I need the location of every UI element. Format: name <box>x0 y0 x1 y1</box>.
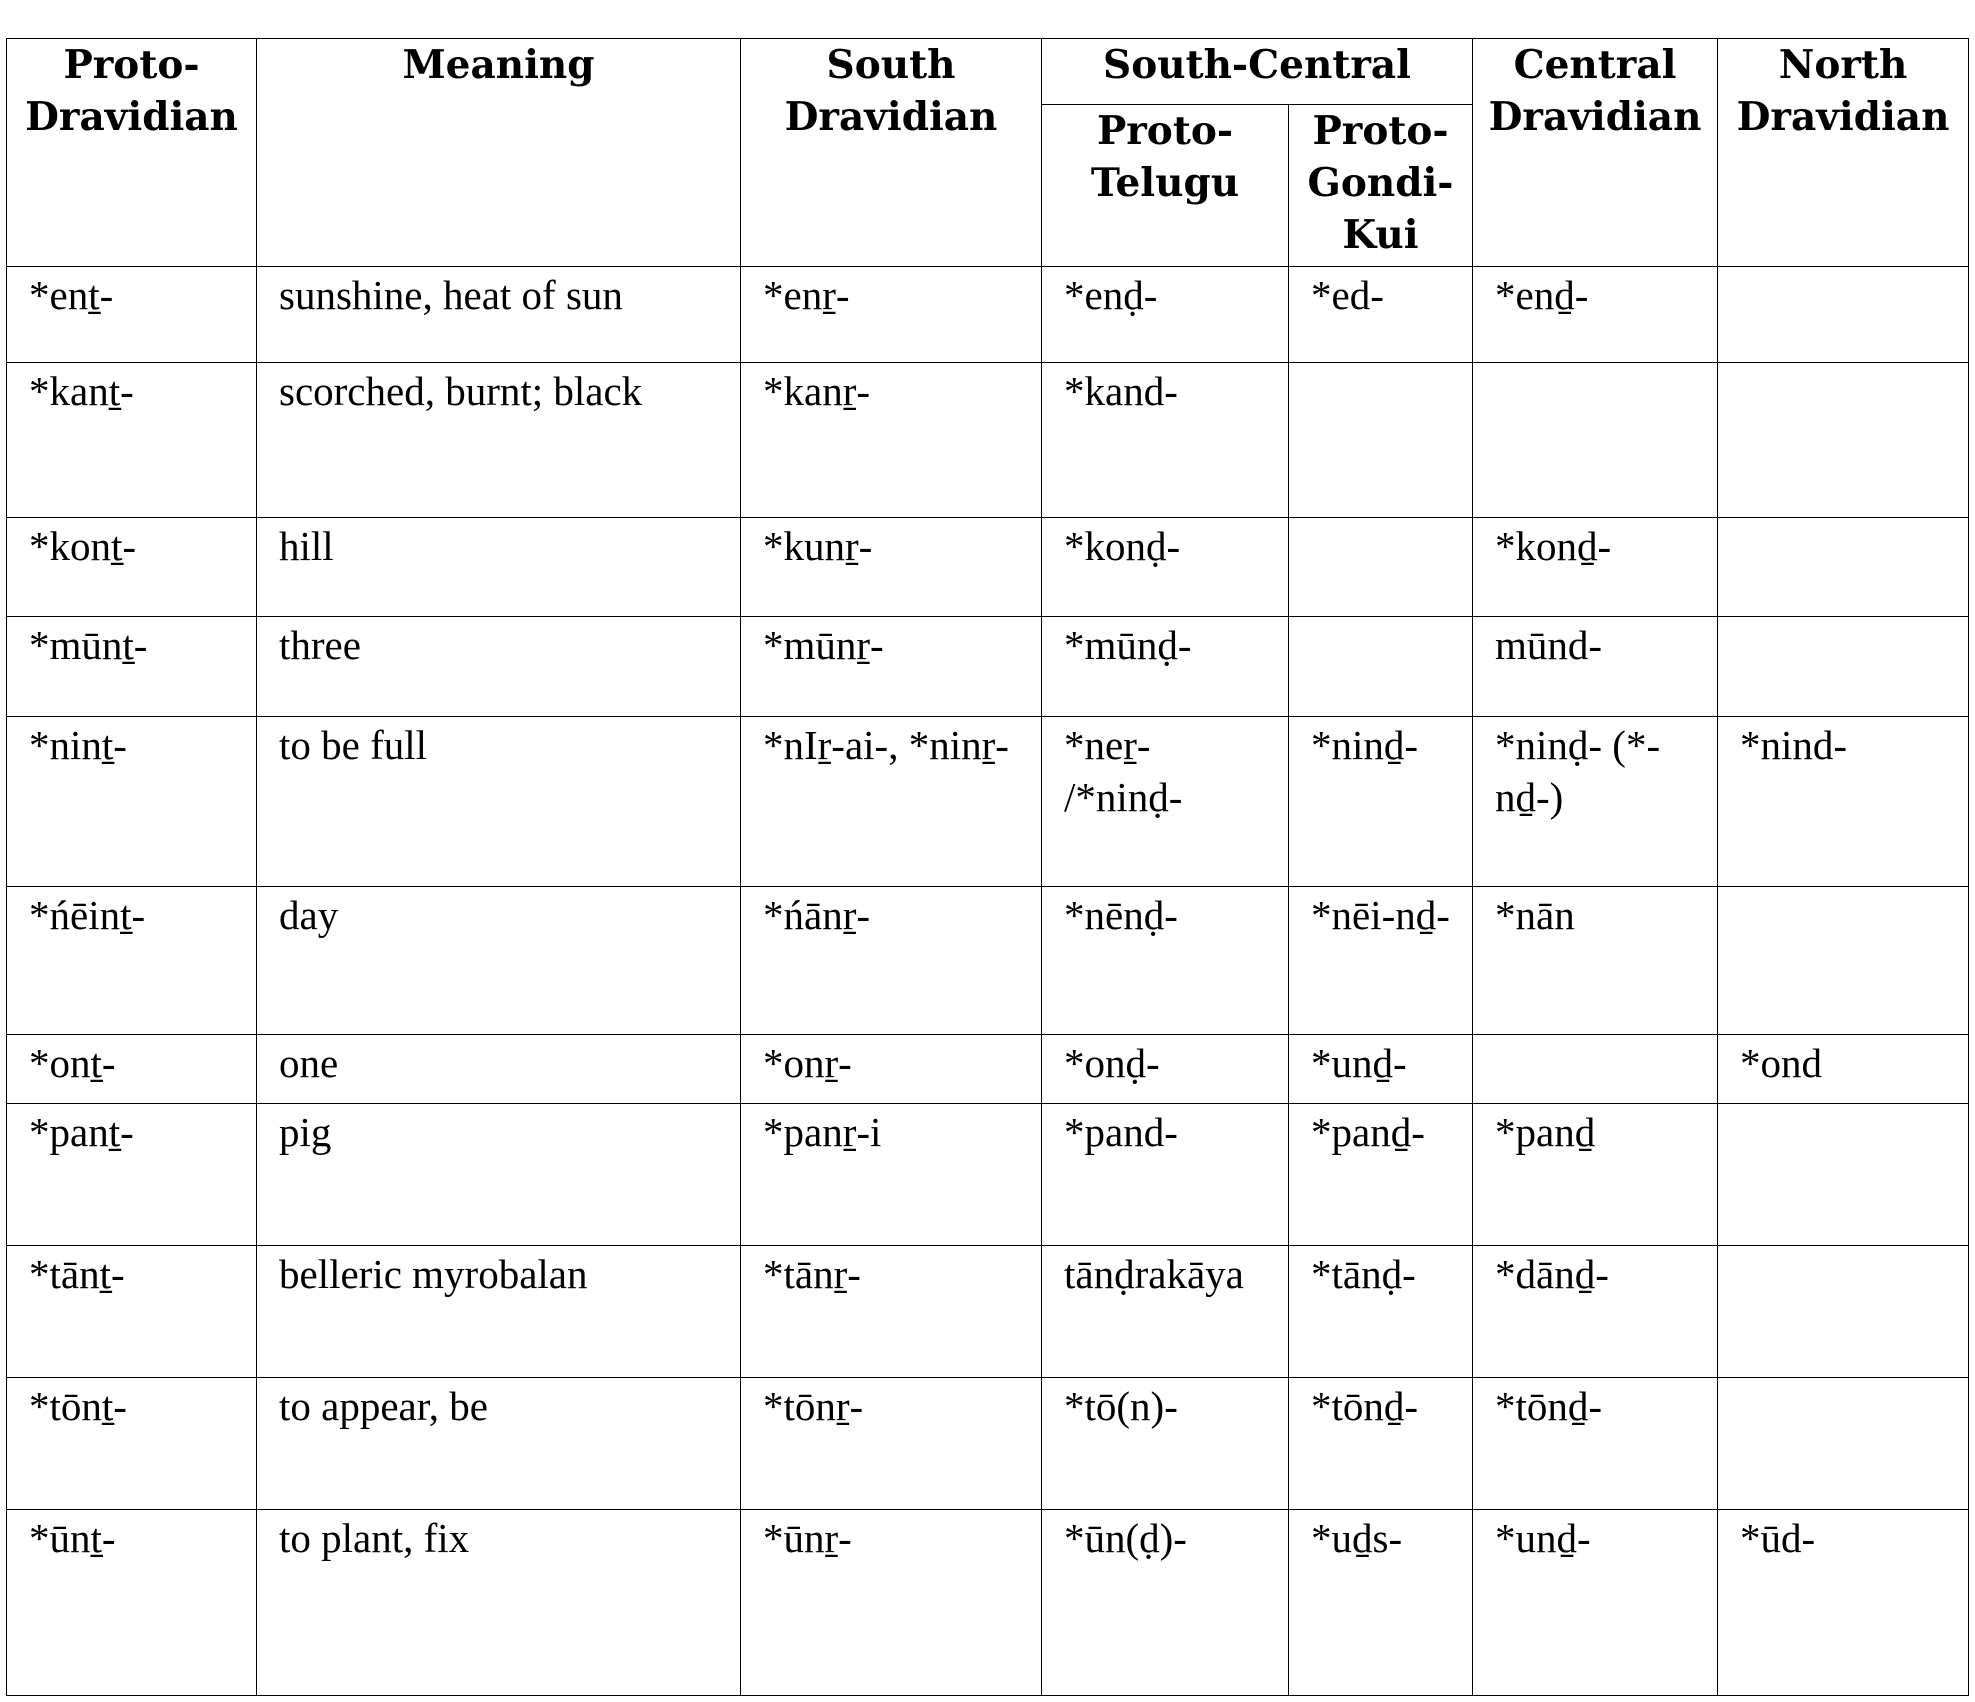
header-south-central: South-Central <box>1042 39 1473 105</box>
cell-south-dravidian: *panṟ-i <box>741 1104 1042 1246</box>
table-row <box>7 1510 1969 1696</box>
cell-meaning: belleric myrobalan <box>257 1246 741 1378</box>
cell-proto-dravidian: *ńēinṯ- <box>7 887 257 1035</box>
cell-proto-telugu: *kand- <box>1042 363 1289 518</box>
cell-proto-telugu: *mūnḍ- <box>1042 617 1289 717</box>
cell-meaning: day <box>257 887 741 1035</box>
cell-proto-gondi-kui: *ed- <box>1289 267 1473 363</box>
cell-meaning: to plant, fix <box>257 1510 741 1696</box>
cell-south-dravidian: *ńānṟ- <box>741 887 1042 1035</box>
cell-meaning: hill <box>257 518 741 617</box>
cell-central-dravidian: *enḏ- <box>1473 267 1718 363</box>
cell-north-dravidian <box>1718 887 1969 1035</box>
cell-central-dravidian <box>1473 1035 1718 1104</box>
cell-central-dravidian: *panḏ <box>1473 1104 1718 1246</box>
table-row <box>7 1378 1969 1510</box>
cell-south-dravidian: *enṟ- <box>741 267 1042 363</box>
cell-proto-dravidian: *tānṯ- <box>7 1246 257 1378</box>
table-row <box>7 1104 1969 1246</box>
cell-central-dravidian: *konḏ- <box>1473 518 1718 617</box>
table-row <box>7 267 1969 363</box>
cell-proto-gondi-kui: *unḏ- <box>1289 1035 1473 1104</box>
cell-north-dravidian: *ond <box>1718 1035 1969 1104</box>
cell-proto-gondi-kui: *uḏs- <box>1289 1510 1473 1696</box>
cell-proto-telugu: *enḍ- <box>1042 267 1289 363</box>
cell-central-dravidian: *unḏ- <box>1473 1510 1718 1696</box>
table-row <box>7 717 1969 887</box>
table-row <box>7 887 1969 1035</box>
cell-south-dravidian: *mūnṟ- <box>741 617 1042 717</box>
cell-central-dravidian: *dānḏ- <box>1473 1246 1718 1378</box>
table-row <box>7 1246 1969 1378</box>
cell-south-dravidian: *onṟ- <box>741 1035 1042 1104</box>
cell-south-dravidian: *kunṟ- <box>741 518 1042 617</box>
header-proto-dravidian: Proto-Dravidian <box>7 39 257 267</box>
cell-central-dravidian: *ninḍ- (*-nḏ-) <box>1473 717 1718 887</box>
header-south-dravidian: South Dravidian <box>741 39 1042 267</box>
cell-proto-gondi-kui: *tānḍ- <box>1289 1246 1473 1378</box>
cell-north-dravidian <box>1718 518 1969 617</box>
cell-south-dravidian: *tānṟ- <box>741 1246 1042 1378</box>
table-header <box>7 39 1969 267</box>
cell-proto-telugu: *onḍ- <box>1042 1035 1289 1104</box>
cell-meaning: sunshine, heat of sun <box>257 267 741 363</box>
cell-north-dravidian: *ūd- <box>1718 1510 1969 1696</box>
header-proto-gondi-kui: Proto-Gondi-Kui <box>1289 105 1473 267</box>
table-body <box>7 267 1969 1696</box>
cell-proto-telugu: *neṟ- /*ninḍ- <box>1042 717 1289 887</box>
cell-proto-dravidian: *onṯ- <box>7 1035 257 1104</box>
cell-proto-dravidian: *panṯ- <box>7 1104 257 1246</box>
cell-proto-dravidian: *ūnṯ- <box>7 1510 257 1696</box>
header-proto-telugu: Proto-Telugu <box>1042 105 1289 267</box>
cell-proto-dravidian: *ninṯ- <box>7 717 257 887</box>
cell-meaning: pig <box>257 1104 741 1246</box>
cell-proto-telugu: *pand- <box>1042 1104 1289 1246</box>
cell-proto-dravidian: *mūnṯ- <box>7 617 257 717</box>
cell-proto-gondi-kui <box>1289 363 1473 518</box>
cell-proto-gondi-kui <box>1289 617 1473 717</box>
cell-proto-telugu: tānḍrakāya <box>1042 1246 1289 1378</box>
table-row <box>7 617 1969 717</box>
table-row <box>7 1035 1969 1104</box>
cell-proto-telugu: *konḍ- <box>1042 518 1289 617</box>
header-central-dravidian: Central Dravidian <box>1473 39 1718 267</box>
cell-south-dravidian: *kanṟ- <box>741 363 1042 518</box>
cell-proto-gondi-kui <box>1289 518 1473 617</box>
cell-proto-dravidian: *enṯ- <box>7 267 257 363</box>
cell-north-dravidian <box>1718 1104 1969 1246</box>
cell-central-dravidian <box>1473 363 1718 518</box>
cell-central-dravidian: *nān <box>1473 887 1718 1035</box>
cell-meaning: to appear, be <box>257 1378 741 1510</box>
cell-north-dravidian <box>1718 617 1969 717</box>
cell-central-dravidian: mūnd- <box>1473 617 1718 717</box>
cell-proto-gondi-kui: *tōnḏ- <box>1289 1378 1473 1510</box>
cell-north-dravidian <box>1718 1378 1969 1510</box>
header-meaning: Meaning <box>257 39 741 267</box>
table-row <box>7 518 1969 617</box>
cell-south-dravidian: *nIṟ-ai-, *ninṟ- <box>741 717 1042 887</box>
cell-meaning: to be full <box>257 717 741 887</box>
cell-proto-telugu: *tō(n)- <box>1042 1378 1289 1510</box>
header-north-dravidian: North Dravidian <box>1718 39 1969 267</box>
cell-north-dravidian <box>1718 363 1969 518</box>
cell-proto-telugu: *nēnḍ- <box>1042 887 1289 1035</box>
cell-north-dravidian <box>1718 267 1969 363</box>
cell-proto-gondi-kui: *panḏ- <box>1289 1104 1473 1246</box>
cell-meaning: scorched, burnt; black <box>257 363 741 518</box>
cell-central-dravidian: *tōnḏ- <box>1473 1378 1718 1510</box>
cell-proto-dravidian: *tōnṯ- <box>7 1378 257 1510</box>
cognate-table <box>6 38 1969 1696</box>
table-row <box>7 363 1969 518</box>
cell-north-dravidian: *nind- <box>1718 717 1969 887</box>
cell-proto-dravidian: *konṯ- <box>7 518 257 617</box>
cell-north-dravidian <box>1718 1246 1969 1378</box>
cell-meaning: one <box>257 1035 741 1104</box>
cell-south-dravidian: *tōnṟ- <box>741 1378 1042 1510</box>
cell-proto-dravidian: *kanṯ- <box>7 363 257 518</box>
cell-meaning: three <box>257 617 741 717</box>
cell-proto-telugu: *ūn(ḍ)- <box>1042 1510 1289 1696</box>
cell-proto-gondi-kui: *nēi-nḏ- <box>1289 887 1473 1035</box>
cell-proto-gondi-kui: *ninḏ- <box>1289 717 1473 887</box>
header-row <box>7 39 1969 105</box>
cell-south-dravidian: *ūnṟ- <box>741 1510 1042 1696</box>
